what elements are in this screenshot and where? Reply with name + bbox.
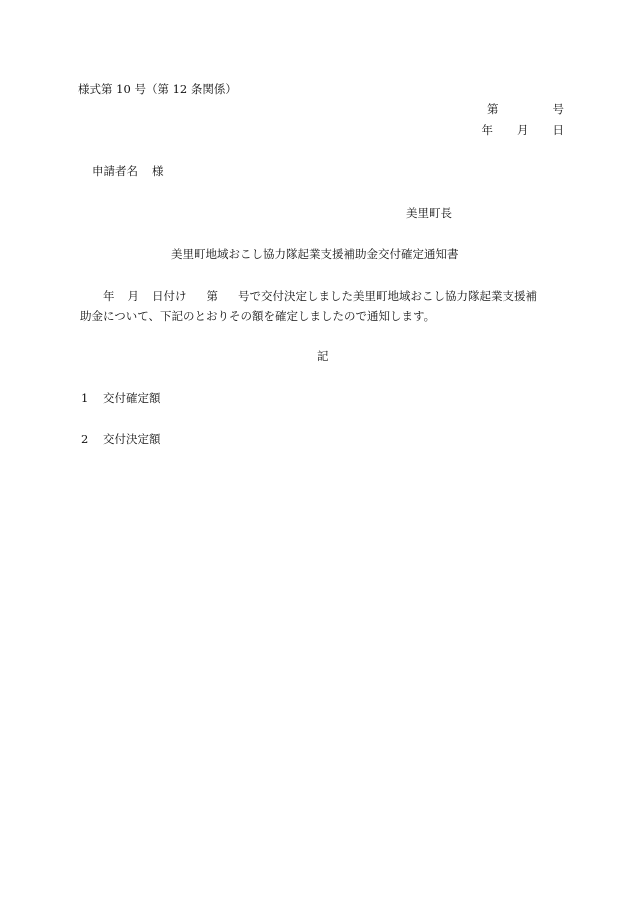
document-number-suffix: 号 <box>552 102 564 116</box>
date-month: 月 <box>517 123 529 137</box>
recipient <box>92 163 164 179</box>
issuer: 美里町長 <box>406 206 452 220</box>
recipient-honorific: 様 <box>152 164 164 178</box>
document-number <box>487 101 564 117</box>
date-day: 日 <box>552 123 564 137</box>
form-number: 様式第 10 号（第 12 条関係） <box>78 82 237 96</box>
body-paragraph <box>80 286 580 326</box>
document-title: 美里町地域おこし協力隊起業支援補助金交付確定通知書 <box>171 247 459 261</box>
list-item-number: 1 <box>81 391 89 405</box>
body-day-tsuke: 日付け <box>152 289 187 303</box>
recipient-name-label: 申請者名 <box>92 164 138 178</box>
body-line-1-rest: 号で交付決定しました美里町地域おこし協力隊起業支援補 <box>238 289 537 303</box>
body-year: 年 <box>103 289 115 303</box>
body-dai: 第 <box>206 289 218 303</box>
date-year: 年 <box>481 123 493 137</box>
ki-heading: 記 <box>317 349 329 363</box>
body-month: 月 <box>127 289 139 303</box>
body-line-2: 助金について、下記のとおりその額を確定しましたので通知します。 <box>80 309 436 323</box>
document-date <box>482 122 565 138</box>
list-item-label: 交付確定額 <box>103 391 161 405</box>
list-item-label: 交付決定額 <box>103 432 161 446</box>
document-number-prefix: 第 <box>487 102 499 116</box>
list-item <box>81 390 161 406</box>
body-line-1 <box>80 286 580 306</box>
list-item <box>81 431 161 447</box>
list-item-number: 2 <box>81 432 89 446</box>
